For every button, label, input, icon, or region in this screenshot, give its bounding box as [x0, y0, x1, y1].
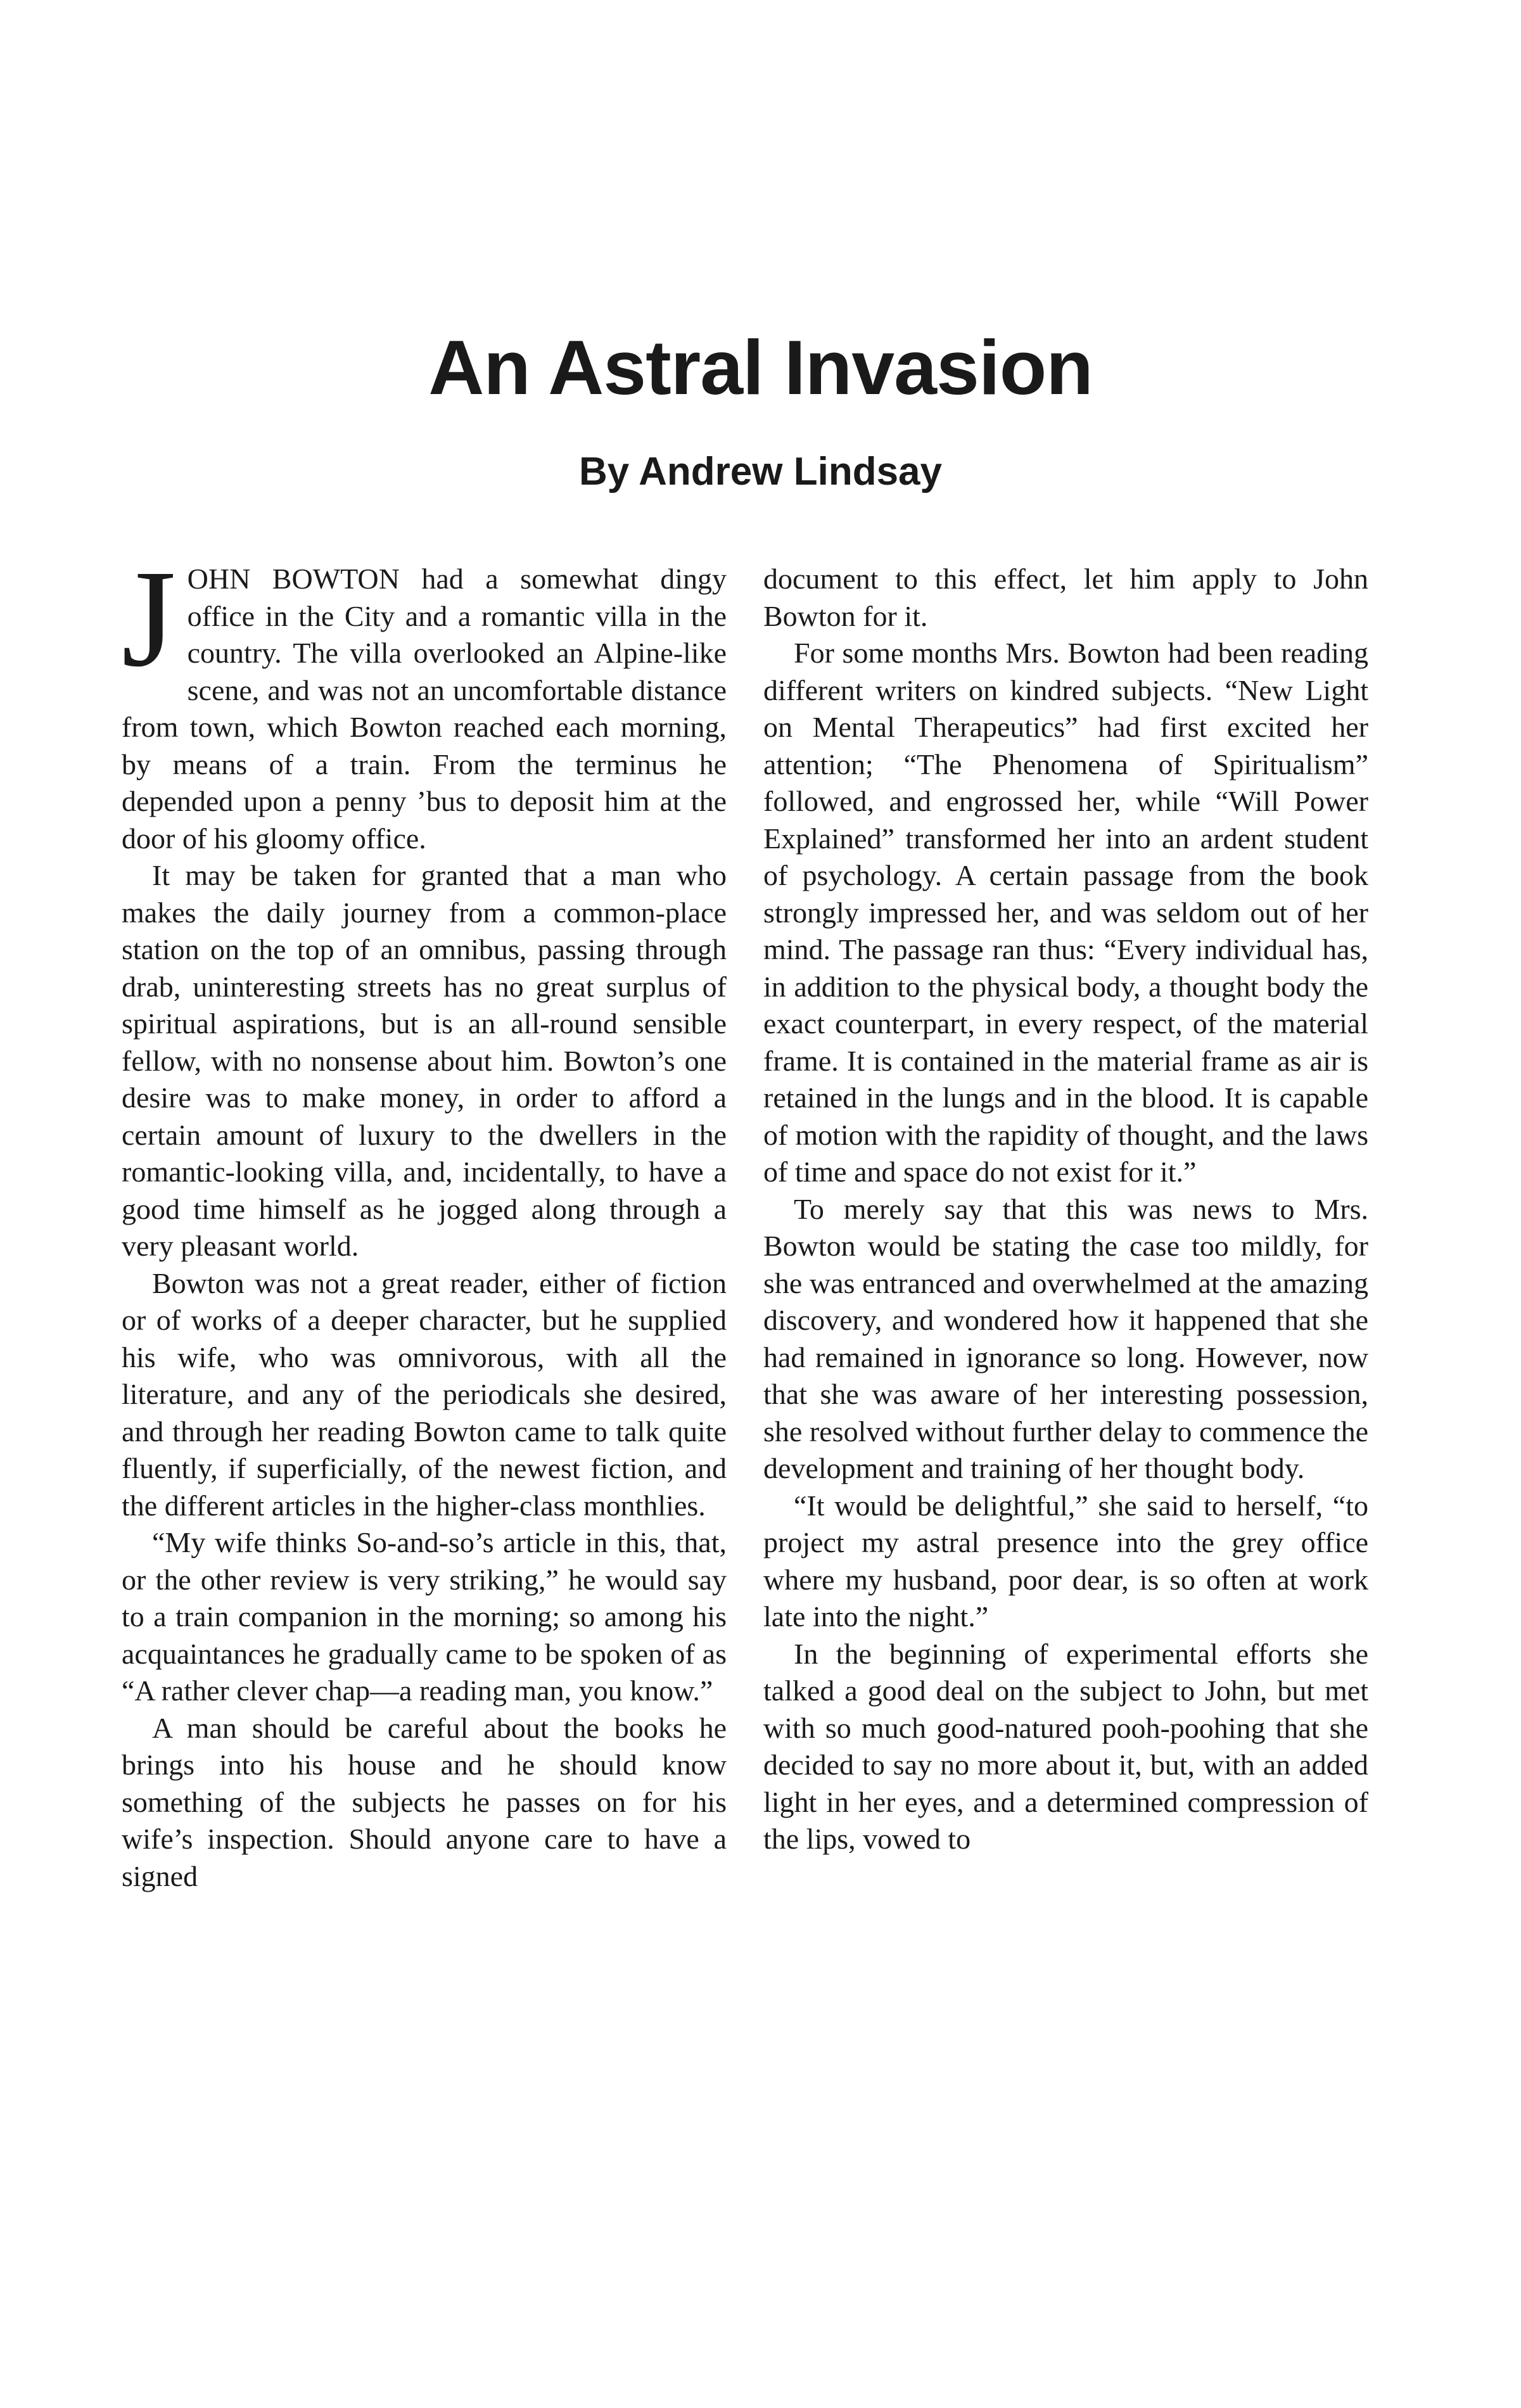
paragraph: For some months Mrs. Bowton had been reading different writers on kindred subjects. “New Light on Mental Therapeutics” had first excited her attention; “The Phenomena of Spiritualism” followed, and engrossed her, while “Will Power Explained” transformed her into an ardent student of psychology. A certain passage from the book strongly impressed her, and was seldom out of her mind. The passage ran thus: “Every individual has, in addition to the physical body, a thought body the exact counterpart, in every respect, of the material frame. It is contained in the material frame as air is retained in the lungs and in the blood. It is capable of motion with the rapidity of thought, and the laws of time and space do not exist for it.” [763, 637, 1368, 1188]
paragraph: “My wife thinks So-and-so’s article in this, that, or the other review is very striking,” he would say to a train companion in the morning; so among his acquaintances he gradually came to be spoken of as “A rather clever chap—a reading man, you know.” [122, 1526, 727, 1707]
paragraph: “It would be delightful,” she said to herself, “to project my astral presence into the grey office where my husband, poor dear, is so often at work late into the night.” [763, 1489, 1368, 1633]
paragraph: To merely say that this was news to Mrs. Bowton would be stating the case too mildly, for she was entranced and overwhelmed at the amazing discovery, and wondered how it happened that she had remained in ignorance so long. However, now that she was aware of her interesting possession, she resolved without further delay to commence the development and training of her thought body. [763, 1192, 1368, 1484]
paragraph-text: OHN BOWTON had a somewhat dingy office in the City and a romantic villa in the country. The villa overlooked an Alpine-like scene, and was not an uncomfortable distance from town, which Bowton reached each morning, by means of a train. From the terminus he depended upon a penny ’bus to deposit him at the door of his gloomy office. [122, 563, 727, 855]
paragraph [122, 541, 727, 857]
paragraph: Bowton was not a great reader, either of fiction or of works of a deeper character, but he supplied his wife, who was omnivorous, with all the literature, and any of the periodicals she desired, and through her reading Bowton came to talk quite fluently, if superficially, of the newest fiction, and the different articles in the higher-class monthlies. [122, 1266, 727, 1522]
article-title: An Astral Invasion [428, 324, 1093, 411]
article-byline: By Andrew Lindsay [578, 450, 943, 494]
drop-cap: J [122, 541, 176, 696]
paragraph: It may be taken for granted that a man who makes the daily journey from a common-place station on the top of an omnibus, passing through drab, uninteresting streets has no great surplus of spiritual aspirations, but is an all-round sensible fellow, with no nonsense about him. Bowton’s one desire was to make money, in order to afford a certain amount of luxury to the dwellers in the romantic-looking villa, and, incidentally, to have a good time himself as he jogged along through a very pleasant world. [122, 859, 727, 1262]
right-column [763, 561, 1368, 1858]
paragraph: A man should be careful about the books he brings into his house and he should know something of the subjects he passes on for his wife’s inspection. Should anyone care to have a signed [122, 1711, 727, 1892]
left-column [122, 541, 727, 1895]
paragraph: In the beginning of experimental efforts she talked a good deal on the subject to John, but met with so much good-natured pooh-poohing that she decided to say no more about it, but, with an added light in her eyes, and a determined compression of the lips, vowed to [763, 1637, 1368, 1855]
paragraph: document to this effect, let him apply to John Bowton for it. [763, 563, 1368, 632]
